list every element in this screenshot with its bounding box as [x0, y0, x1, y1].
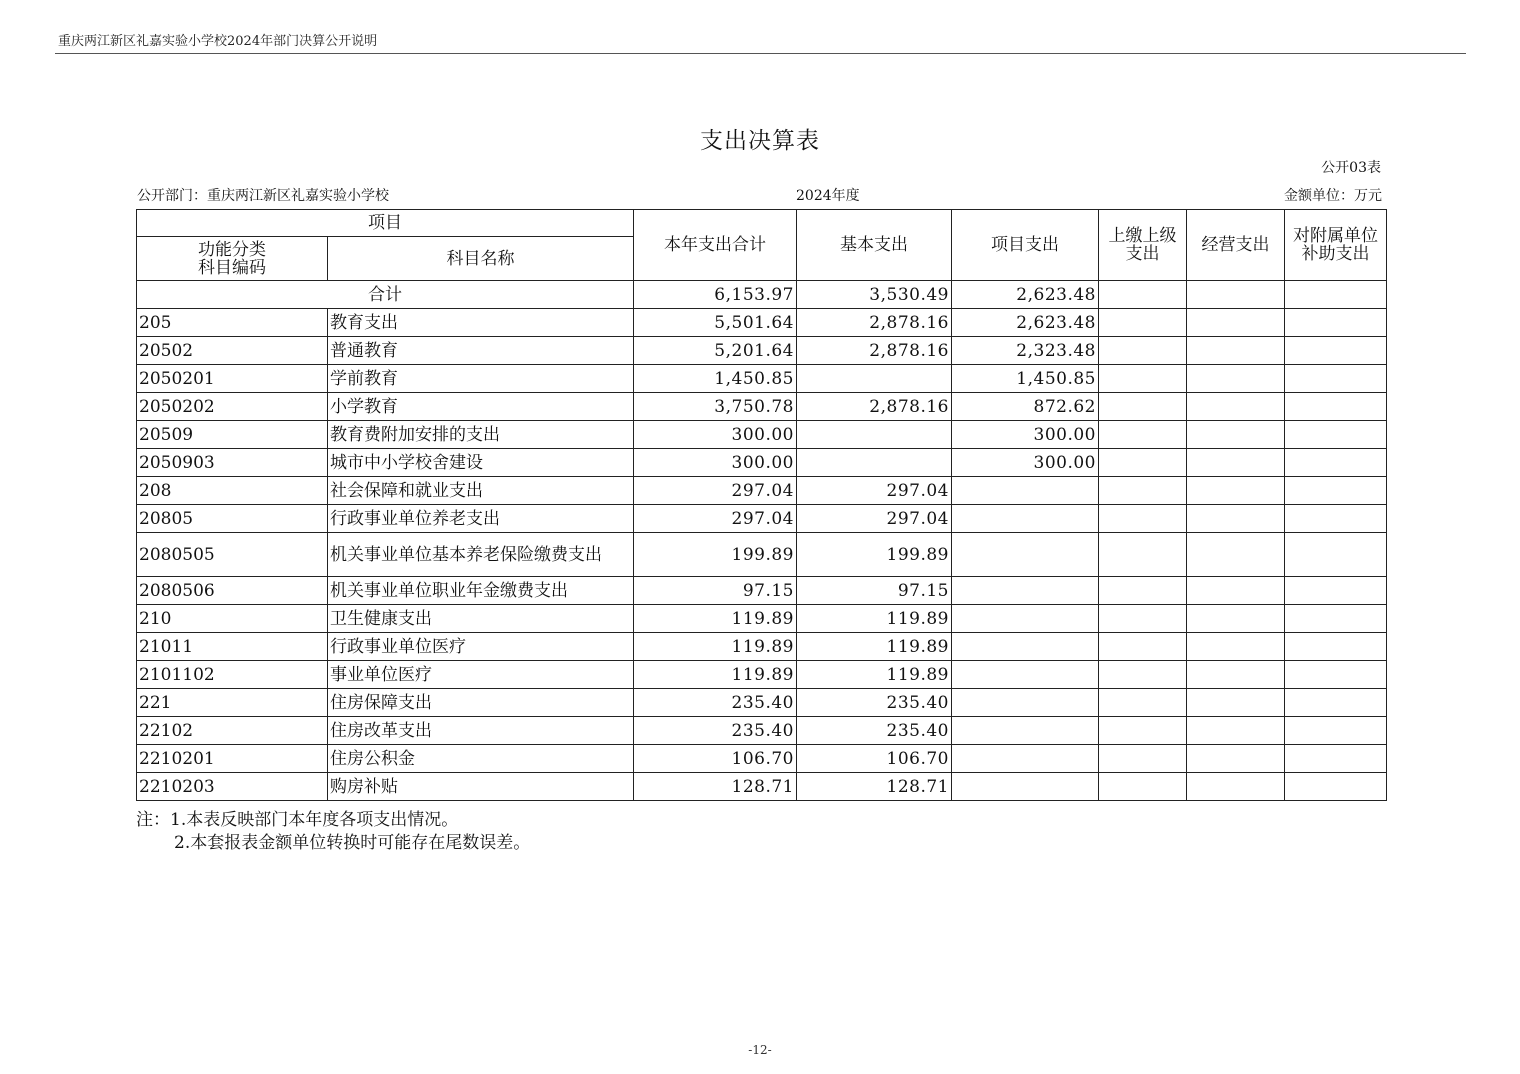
table-row-total — [137, 281, 1387, 309]
header-upper-line2: 支出 — [1125, 244, 1160, 264]
header-subsidy-line1: 对附属单位 — [1293, 226, 1378, 246]
cell-basic: 119.89 — [797, 633, 952, 661]
cell-total: 199.89 — [634, 533, 797, 577]
cell-total: 297.04 — [634, 505, 797, 533]
header-name: 科目名称 — [328, 237, 634, 281]
cell-upper — [1099, 393, 1187, 421]
cell-name: 事业单位医疗 — [328, 661, 634, 689]
cell-total: 5,501.64 — [634, 309, 797, 337]
cell-project: 300.00 — [952, 449, 1099, 477]
cell-name: 教育费附加安排的支出 — [328, 421, 634, 449]
cell-project: 1,450.85 — [952, 365, 1099, 393]
cell-business — [1187, 633, 1285, 661]
cell-total: 300.00 — [634, 449, 797, 477]
cell-code: 20805 — [137, 505, 328, 533]
cell-subsidy — [1285, 365, 1387, 393]
cell-name: 住房公积金 — [328, 745, 634, 773]
note-line-1: 注：1.本表反映部门本年度各项支出情况。 — [136, 810, 459, 830]
cell-business — [1187, 745, 1285, 773]
cell-upper — [1099, 633, 1187, 661]
fiscal-year-label: 2024年度 — [796, 188, 860, 204]
cell-code: 208 — [137, 477, 328, 505]
cell-name: 小学教育 — [328, 393, 634, 421]
cell-basic — [797, 421, 952, 449]
cell-upper — [1099, 421, 1187, 449]
cell-basic: 2,878.16 — [797, 337, 952, 365]
cell-project — [952, 717, 1099, 745]
cell-basic — [797, 365, 952, 393]
cell-upper — [1099, 365, 1187, 393]
table-row — [137, 689, 1387, 717]
expenditure-table — [136, 209, 1387, 801]
cell-basic: 119.89 — [797, 605, 952, 633]
amount-unit-label: 金额单位：万元 — [1284, 188, 1382, 204]
cell-code: 20509 — [137, 421, 328, 449]
cell-upper — [1099, 533, 1187, 577]
cell-upper — [1099, 717, 1187, 745]
cell-subsidy — [1285, 533, 1387, 577]
cell-total: 235.40 — [634, 689, 797, 717]
table-row — [137, 393, 1387, 421]
cell-upper — [1099, 337, 1187, 365]
cell-project — [952, 577, 1099, 605]
total-cell-upper — [1099, 281, 1187, 309]
cell-project — [952, 689, 1099, 717]
cell-name: 行政事业单位养老支出 — [328, 505, 634, 533]
cell-subsidy — [1285, 605, 1387, 633]
cell-basic: 235.40 — [797, 689, 952, 717]
cell-subsidy — [1285, 393, 1387, 421]
cell-code: 20502 — [137, 337, 328, 365]
cell-basic: 2,878.16 — [797, 393, 952, 421]
table-row — [137, 605, 1387, 633]
cell-subsidy — [1285, 505, 1387, 533]
cell-project — [952, 661, 1099, 689]
cell-business — [1187, 717, 1285, 745]
cell-name: 住房改革支出 — [328, 717, 634, 745]
cell-project — [952, 477, 1099, 505]
cell-basic — [797, 449, 952, 477]
cell-business — [1187, 773, 1285, 801]
cell-code: 205 — [137, 309, 328, 337]
cell-project — [952, 773, 1099, 801]
cell-total: 106.70 — [634, 745, 797, 773]
cell-upper — [1099, 661, 1187, 689]
cell-upper — [1099, 577, 1187, 605]
header-code — [137, 237, 328, 281]
cell-basic: 297.04 — [797, 505, 952, 533]
cell-basic: 106.70 — [797, 745, 952, 773]
table-title: 支出决算表 — [700, 128, 820, 154]
cell-subsidy — [1285, 773, 1387, 801]
cell-name: 普通教育 — [328, 337, 634, 365]
cell-business — [1187, 605, 1285, 633]
cell-business — [1187, 477, 1285, 505]
header-business: 经营支出 — [1187, 210, 1285, 281]
cell-upper — [1099, 773, 1187, 801]
total-cell-business — [1187, 281, 1285, 309]
cell-name: 行政事业单位医疗 — [328, 633, 634, 661]
cell-project — [952, 633, 1099, 661]
cell-total: 119.89 — [634, 633, 797, 661]
document-header-title: 重庆两江新区礼嘉实验小学校2024年部门决算公开说明 — [58, 34, 378, 49]
total-cell-total: 6,153.97 — [634, 281, 797, 309]
total-cell-basic: 3,530.49 — [797, 281, 952, 309]
cell-total: 119.89 — [634, 661, 797, 689]
cell-upper — [1099, 689, 1187, 717]
cell-subsidy — [1285, 421, 1387, 449]
cell-total: 5,201.64 — [634, 337, 797, 365]
cell-business — [1187, 689, 1285, 717]
cell-code: 210 — [137, 605, 328, 633]
cell-code: 2210203 — [137, 773, 328, 801]
cell-upper — [1099, 745, 1187, 773]
cell-name: 卫生健康支出 — [328, 605, 634, 633]
table-notes — [136, 809, 530, 855]
table-row — [137, 337, 1387, 365]
cell-subsidy — [1285, 745, 1387, 773]
cell-code: 2050903 — [137, 449, 328, 477]
cell-code: 2050202 — [137, 393, 328, 421]
cell-subsidy — [1285, 577, 1387, 605]
cell-total: 235.40 — [634, 717, 797, 745]
header-upper — [1099, 210, 1187, 281]
cell-total: 119.89 — [634, 605, 797, 633]
header-upper-line1: 上缴上级 — [1108, 226, 1177, 246]
cell-business — [1187, 449, 1285, 477]
table-row — [137, 477, 1387, 505]
cell-code: 2050201 — [137, 365, 328, 393]
cell-project: 2,323.48 — [952, 337, 1099, 365]
cell-code: 21011 — [137, 633, 328, 661]
cell-business — [1187, 393, 1285, 421]
cell-name: 机关事业单位基本养老保险缴费支出 — [328, 533, 634, 577]
cell-upper — [1099, 477, 1187, 505]
cell-total: 3,750.78 — [634, 393, 797, 421]
cell-upper — [1099, 309, 1187, 337]
cell-business — [1187, 337, 1285, 365]
cell-total: 1,450.85 — [634, 365, 797, 393]
cell-basic: 128.71 — [797, 773, 952, 801]
total-cell-subsidy — [1285, 281, 1387, 309]
header-subsidy-line2: 补助支出 — [1301, 244, 1370, 264]
header-item: 项目 — [137, 210, 634, 237]
table-row — [137, 661, 1387, 689]
cell-name: 住房保障支出 — [328, 689, 634, 717]
table-row — [137, 421, 1387, 449]
department-label: 公开部门：重庆两江新区礼嘉实验小学校 — [137, 188, 389, 204]
cell-basic: 97.15 — [797, 577, 952, 605]
header-subsidy — [1285, 210, 1387, 281]
table-row — [137, 633, 1387, 661]
table-row — [137, 745, 1387, 773]
header-code-line2: 科目编码 — [198, 257, 266, 278]
cell-code: 22102 — [137, 717, 328, 745]
cell-name: 社会保障和就业支出 — [328, 477, 634, 505]
cell-code: 2080506 — [137, 577, 328, 605]
table-row — [137, 717, 1387, 745]
cell-business — [1187, 365, 1285, 393]
cell-name: 机关事业单位职业年金缴费支出 — [328, 577, 634, 605]
cell-project: 2,623.48 — [952, 309, 1099, 337]
cell-name: 学前教育 — [328, 365, 634, 393]
cell-project — [952, 605, 1099, 633]
cell-total: 297.04 — [634, 477, 797, 505]
table-row — [137, 505, 1387, 533]
cell-name: 购房补贴 — [328, 773, 634, 801]
cell-upper — [1099, 449, 1187, 477]
cell-name: 城市中小学校舍建设 — [328, 449, 634, 477]
cell-project — [952, 533, 1099, 577]
cell-subsidy — [1285, 309, 1387, 337]
cell-code: 2210201 — [137, 745, 328, 773]
table-row — [137, 365, 1387, 393]
cell-subsidy — [1285, 661, 1387, 689]
cell-total: 300.00 — [634, 421, 797, 449]
cell-upper — [1099, 605, 1187, 633]
cell-business — [1187, 533, 1285, 577]
cell-subsidy — [1285, 449, 1387, 477]
header-basic: 基本支出 — [797, 210, 952, 281]
header-project: 项目支出 — [952, 210, 1099, 281]
cell-subsidy — [1285, 717, 1387, 745]
table-row — [137, 577, 1387, 605]
total-label: 合计 — [137, 281, 634, 309]
cell-basic: 2,878.16 — [797, 309, 952, 337]
cell-business — [1187, 661, 1285, 689]
cell-total: 128.71 — [634, 773, 797, 801]
table-row — [137, 449, 1387, 477]
table-code-label: 公开03表 — [1321, 160, 1381, 176]
total-cell-project: 2,623.48 — [952, 281, 1099, 309]
cell-subsidy — [1285, 633, 1387, 661]
cell-code: 221 — [137, 689, 328, 717]
cell-business — [1187, 309, 1285, 337]
cell-subsidy — [1285, 337, 1387, 365]
cell-upper — [1099, 505, 1187, 533]
cell-code: 2080505 — [137, 533, 328, 577]
cell-project: 300.00 — [952, 421, 1099, 449]
cell-subsidy — [1285, 689, 1387, 717]
cell-project — [952, 745, 1099, 773]
cell-business — [1187, 577, 1285, 605]
page-number: -12- — [748, 1043, 772, 1057]
cell-basic: 235.40 — [797, 717, 952, 745]
header-total: 本年支出合计 — [634, 210, 797, 281]
table-row — [137, 773, 1387, 801]
header-divider — [55, 53, 1466, 54]
table-row — [137, 533, 1387, 577]
cell-basic: 297.04 — [797, 477, 952, 505]
note-line-2: 2.本套报表金额单位转换时可能存在尾数误差。 — [174, 833, 531, 853]
cell-total: 97.15 — [634, 577, 797, 605]
table-row — [137, 309, 1387, 337]
cell-name: 教育支出 — [328, 309, 634, 337]
cell-basic: 119.89 — [797, 661, 952, 689]
cell-project — [952, 505, 1099, 533]
cell-subsidy — [1285, 477, 1387, 505]
cell-business — [1187, 421, 1285, 449]
cell-business — [1187, 505, 1285, 533]
header-code-line1: 功能分类 — [198, 239, 266, 260]
cell-basic: 199.89 — [797, 533, 952, 577]
cell-code: 2101102 — [137, 661, 328, 689]
cell-project: 872.62 — [952, 393, 1099, 421]
